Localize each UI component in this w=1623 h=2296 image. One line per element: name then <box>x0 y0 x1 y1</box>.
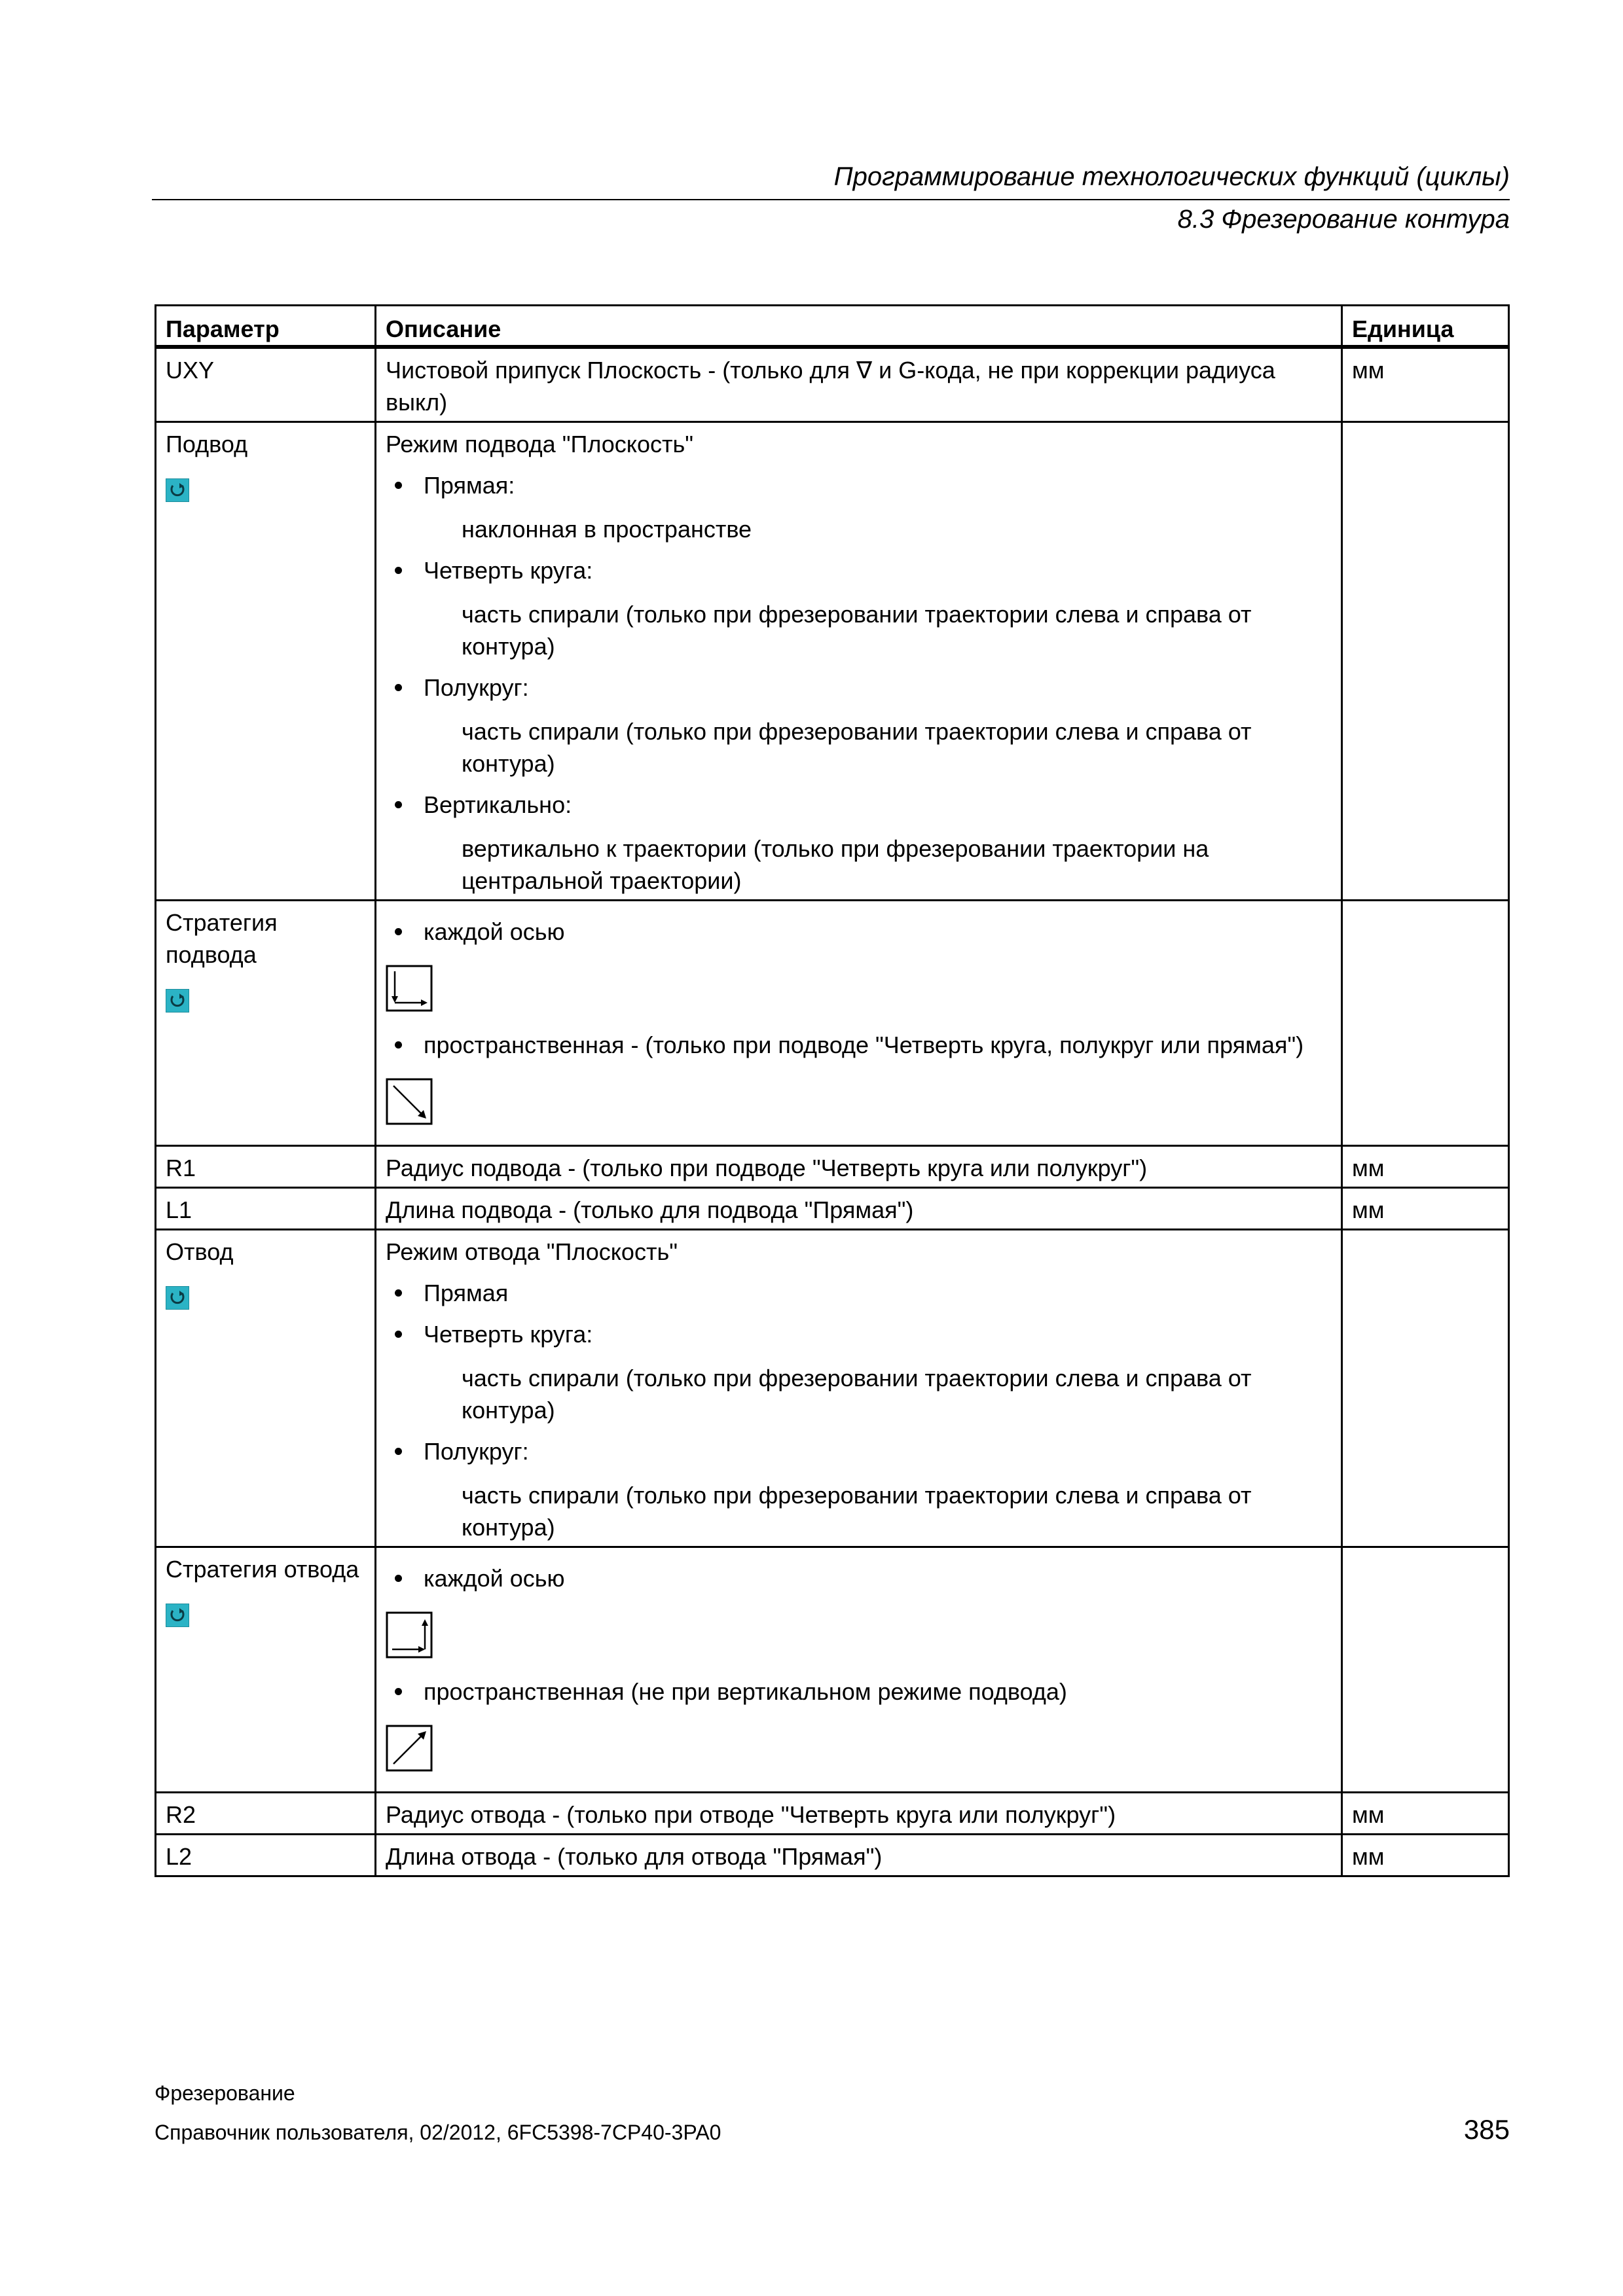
table-row-retract <box>156 1230 1509 1547</box>
param-cell: L1 <box>156 1188 376 1230</box>
list-item-detail: часть спирали (только при фрезеровании траектории слева и справа от контура) <box>462 718 1252 777</box>
list-item-detail: наклонная в пространстве <box>462 516 752 543</box>
spatial-retract-icon <box>386 1725 433 1772</box>
option-list <box>386 1562 1332 1594</box>
description-cell: Длина отвода - (только для отвода "Прямая") <box>376 1835 1342 1876</box>
list-item-detail: часть спирали (только при фрезеровании траектории слева и справа от контура) <box>462 1365 1252 1424</box>
toggle-icon <box>166 1604 189 1627</box>
list-item: каждой осью <box>386 1562 1332 1594</box>
param-cell <box>156 1230 376 1547</box>
header-rule <box>152 199 1510 200</box>
column-header-unit: Единица <box>1342 306 1509 348</box>
param-label: Подвод <box>166 431 248 457</box>
table-row-r2 <box>156 1793 1509 1835</box>
table-row-r1 <box>156 1146 1509 1188</box>
list-item: пространственная - (только при подводе "Четверть круга, полукруг или прямая") <box>386 1029 1332 1061</box>
list-item: Прямая: наклонная в пространстве <box>386 469 1332 545</box>
table-row-l1 <box>156 1188 1509 1230</box>
option-list <box>386 469 1332 897</box>
unit-cell <box>1342 901 1509 1146</box>
unit-cell: мм <box>1342 347 1509 422</box>
description-cell: Длина подвода - (только для подвода "Прямая") <box>376 1188 1342 1230</box>
param-label: Отвод <box>166 1238 234 1265</box>
description-intro: Режим подвода "Плоскость" <box>386 431 693 457</box>
list-item-detail: часть спирали (только при фрезеровании траектории слева и справа от контура) <box>462 1482 1252 1541</box>
unit-cell: мм <box>1342 1835 1509 1876</box>
table-row-retract-strategy <box>156 1547 1509 1793</box>
description-cell <box>376 1547 1342 1793</box>
description-cell: Радиус отвода - (только при отводе "Четверть круга или полукруг") <box>376 1793 1342 1835</box>
option-list <box>386 916 1332 948</box>
footer-document-title: Фрезерование <box>155 2081 295 2105</box>
param-cell: UXY <box>156 347 376 422</box>
running-header-chapter: Программирование технологических функций (циклы) <box>833 162 1510 191</box>
description-cell: Радиус подвода - (только при подводе "Четверть круга или полукруг") <box>376 1146 1342 1188</box>
table-header-row <box>156 306 1509 348</box>
toggle-icon <box>166 1286 189 1310</box>
list-item: Полукруг: часть спирали (только при фрезеровании траектории слева и справа от контура) <box>386 1435 1332 1543</box>
list-item: пространственная (не при вертикальном режиме подвода) <box>386 1676 1332 1708</box>
spatial-approach-icon <box>386 1078 433 1125</box>
param-label: Стратегия подвода <box>166 909 278 968</box>
toggle-icon <box>166 989 189 1013</box>
description-cell <box>376 1230 1342 1547</box>
list-item-detail: вертикально к траектории (только при фрезеровании траектории на центральной траектории) <box>462 835 1209 894</box>
param-cell: R1 <box>156 1146 376 1188</box>
unit-cell: мм <box>1342 1793 1509 1835</box>
list-item-detail: часть спирали (только при фрезеровании траектории слева и справа от контура) <box>462 601 1252 660</box>
column-header-parameter: Параметр <box>156 306 376 348</box>
page-number: 385 <box>1463 2114 1510 2145</box>
list-item: Четверть круга: часть спирали (только при фрезеровании траектории слева и справа от контура) <box>386 1318 1332 1426</box>
table-row-l2 <box>156 1835 1509 1876</box>
list-item: Полукруг: часть спирали (только при фрезеровании траектории слева и справа от контура) <box>386 672 1332 780</box>
description-cell: Чистовой припуск Плоскость - (только для ∇ и G-кода, не при коррекции радиуса выкл) <box>376 347 1342 422</box>
unit-cell: мм <box>1342 1188 1509 1230</box>
description-cell <box>376 422 1342 901</box>
table-row-approach <box>156 422 1509 901</box>
list-item: Прямая <box>386 1277 1332 1309</box>
param-cell <box>156 1547 376 1793</box>
running-header-section: 8.3 Фрезерование контура <box>1177 205 1510 234</box>
param-cell: R2 <box>156 1793 376 1835</box>
list-item: Четверть круга: часть спирали (только при фрезеровании траектории слева и справа от контура) <box>386 554 1332 662</box>
table-row-approach-strategy <box>156 901 1509 1146</box>
description-intro: Режим отвода "Плоскость" <box>386 1238 678 1265</box>
list-item: каждой осью <box>386 916 1332 948</box>
param-cell <box>156 422 376 901</box>
option-list <box>386 1029 1332 1061</box>
param-cell <box>156 901 376 1146</box>
unit-cell <box>1342 1547 1509 1793</box>
param-label: Стратегия отвода <box>166 1556 359 1583</box>
unit-cell: мм <box>1342 1146 1509 1188</box>
option-list <box>386 1277 1332 1543</box>
axis-by-axis-approach-icon <box>386 965 433 1012</box>
list-item: Вертикально: вертикально к траектории (только при фрезеровании траектории на центральной траектории) <box>386 789 1332 897</box>
unit-cell <box>1342 1230 1509 1547</box>
parameter-table <box>155 304 1510 1877</box>
table-row-uxy <box>156 347 1509 422</box>
column-header-description: Описание <box>376 306 1342 348</box>
description-cell <box>376 901 1342 1146</box>
param-cell: L2 <box>156 1835 376 1876</box>
unit-cell <box>1342 422 1509 901</box>
option-list <box>386 1676 1332 1708</box>
toggle-icon <box>166 478 189 502</box>
footer-document-reference: Справочник пользователя, 02/2012, 6FC5398-7CP40-3PA0 <box>155 2121 721 2144</box>
axis-by-axis-retract-icon <box>386 1611 433 1659</box>
